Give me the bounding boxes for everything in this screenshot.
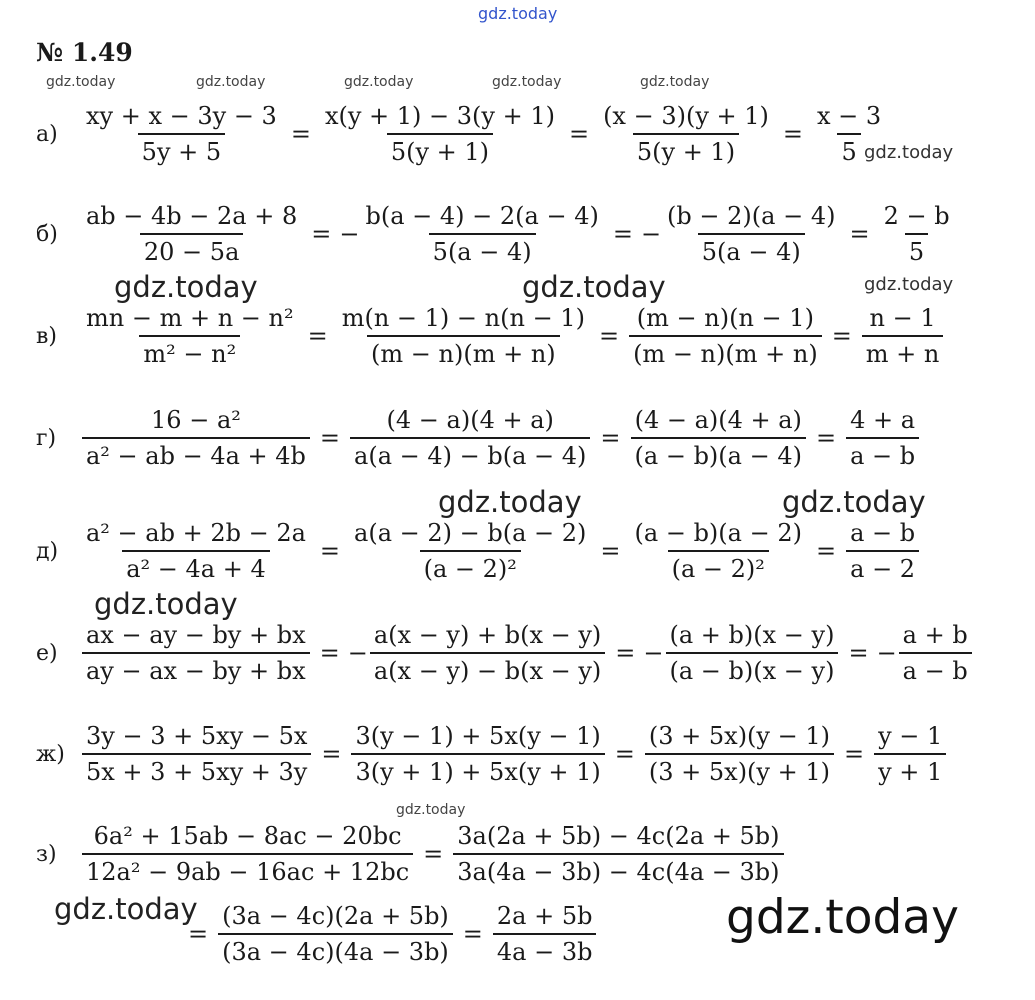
denominator: a(a − 4) − b(a − 4) — [350, 437, 590, 470]
fraction — [493, 902, 597, 966]
watermark-top: gdz.today — [478, 4, 558, 23]
denominator: 5y + 5 — [138, 133, 225, 166]
fraction — [82, 822, 413, 886]
numerator: (b − 2)(a − 4) — [667, 202, 836, 230]
fraction — [631, 406, 806, 470]
equals-sign: = — [815, 424, 837, 452]
equals-sign: = — [849, 220, 870, 248]
fraction — [82, 202, 301, 266]
numerator: m(n − 1) − n(n − 1) — [341, 304, 585, 332]
denominator: 3a(4a − 3b) − 4c(4a − 3b) — [453, 853, 783, 886]
equals-sign: = — [815, 537, 837, 565]
watermark: gdz.today — [46, 74, 116, 90]
equals-sign: = — [831, 322, 852, 350]
fraction — [862, 304, 944, 368]
row-label: г) — [36, 425, 57, 451]
equation-row-e — [36, 621, 976, 685]
equals-sign: = — [614, 740, 635, 768]
numerator: (a + b)(x − y) — [669, 621, 835, 649]
denominator: m + n — [862, 335, 944, 368]
numerator: (4 − a)(4 + a) — [634, 406, 802, 434]
denominator: 5(a − 4) — [698, 233, 805, 266]
equals-sign: = — [568, 120, 590, 148]
denominator: a² − 4a + 4 — [122, 550, 270, 583]
numerator: 3(y − 1) + 5x(y − 1) — [355, 722, 601, 750]
equals-sign: = — [423, 840, 444, 868]
row-label: д) — [36, 538, 59, 564]
equation-row-v — [36, 304, 947, 368]
denominator: a − 2 — [846, 550, 919, 583]
equals-sign: = — [311, 220, 332, 248]
denominator: 5 — [905, 233, 928, 266]
numerator: ab − 4b − 2a + 8 — [86, 202, 298, 230]
equals-sign: = — [612, 220, 633, 248]
fraction — [82, 102, 281, 166]
fraction — [82, 621, 310, 685]
denominator: 3(y + 1) + 5x(y + 1) — [351, 753, 604, 786]
fraction — [880, 202, 954, 266]
denominator: a² − ab − 4a + 4b — [82, 437, 310, 470]
row-label: в) — [36, 323, 57, 349]
numerator: ax − ay − by + bx — [86, 621, 306, 649]
row-label: а) — [36, 121, 58, 147]
equals-sign: = — [319, 537, 341, 565]
equals-sign: = — [782, 120, 803, 148]
numerator: (4 − a)(4 + a) — [386, 406, 554, 434]
denominator: (3 + 5x)(y + 1) — [645, 753, 834, 786]
minus-sign: − — [876, 639, 897, 667]
numerator: 4 + a — [850, 406, 916, 434]
numerator: n − 1 — [869, 304, 936, 332]
equals-sign: = — [615, 639, 636, 667]
denominator: 5x + 3 + 5xy + 3y — [82, 753, 311, 786]
equation-row-a — [36, 102, 889, 166]
fraction — [321, 102, 559, 166]
denominator: 5 — [837, 133, 860, 166]
denominator: (m − n)(m + n) — [629, 335, 822, 368]
equals-sign: = — [321, 740, 342, 768]
watermark: gdz.today — [94, 587, 238, 621]
denominator: a − b — [899, 652, 972, 685]
numerator: a(x − y) + b(x − y) — [373, 621, 602, 649]
minus-sign: − — [643, 639, 664, 667]
watermark: gdz.today — [492, 74, 562, 90]
denominator: 5(a − 4) — [429, 233, 536, 266]
numerator: 2a + 5b — [496, 902, 593, 930]
equals-sign: = — [462, 920, 483, 948]
equals-sign: = — [319, 424, 341, 452]
row-label: е) — [36, 640, 58, 666]
fraction — [82, 406, 310, 470]
numerator: a + b — [902, 621, 968, 649]
equals-sign: = — [600, 537, 621, 565]
numerator: 2 − b — [883, 202, 950, 230]
numerator: a² − ab + 2b − 2a — [86, 519, 306, 547]
numerator: b(a − 4) − 2(a − 4) — [365, 202, 599, 230]
watermark: gdz.today — [782, 485, 926, 519]
fraction — [350, 406, 590, 470]
denominator: (a − 2)² — [420, 550, 521, 583]
fraction — [453, 822, 783, 886]
denominator: m² − n² — [139, 335, 240, 368]
equals-sign: = — [600, 424, 621, 452]
fraction — [846, 519, 919, 583]
denominator: a − b — [846, 437, 919, 470]
watermark: gdz.today — [54, 892, 198, 926]
fraction — [629, 304, 822, 368]
fraction — [82, 304, 298, 368]
watermark: gdz.today — [640, 74, 710, 90]
equals-sign: = — [848, 639, 869, 667]
denominator: 12a² − 9ab − 16ac + 12bc — [82, 853, 413, 886]
minus-sign: − — [347, 639, 368, 667]
fraction — [351, 722, 604, 786]
numerator: 16 − a² — [151, 406, 241, 434]
fraction — [350, 519, 590, 583]
watermark: gdz.today — [864, 142, 954, 163]
denominator: (m − n)(m + n) — [367, 335, 560, 368]
fraction — [813, 102, 885, 166]
numerator: 3a(2a + 5b) − 4c(2a + 5b) — [457, 822, 780, 850]
equals-sign: = — [307, 322, 328, 350]
fraction — [338, 304, 589, 368]
fraction — [218, 902, 453, 966]
fraction — [631, 519, 806, 583]
numerator: x − 3 — [817, 102, 882, 130]
denominator: (3a − 4c)(4a − 3b) — [218, 933, 453, 966]
minus-sign: − — [640, 220, 662, 248]
fraction — [361, 202, 602, 266]
numerator: a(a − 2) − b(a − 2) — [354, 519, 587, 547]
numerator: a − b — [850, 519, 916, 547]
denominator: 5(y + 1) — [633, 133, 739, 166]
numerator: (x − 3)(y + 1) — [603, 102, 769, 130]
numerator: (a − b)(a − 2) — [634, 519, 802, 547]
numerator: 6a² + 15ab − 8ac − 20bc — [93, 822, 402, 850]
denominator: 5(y + 1) — [387, 133, 493, 166]
equation-row-z-continued — [182, 902, 600, 966]
fraction — [666, 621, 839, 685]
row-label: б) — [36, 221, 58, 247]
denominator: (a − 2)² — [668, 550, 769, 583]
fraction — [82, 722, 311, 786]
numerator: (3a − 4c)(2a + 5b) — [222, 902, 449, 930]
fraction — [846, 406, 919, 470]
fraction — [82, 519, 310, 583]
numerator: y − 1 — [878, 722, 943, 750]
denominator: (a − b)(a − 4) — [631, 437, 806, 470]
equation-row-g — [36, 406, 923, 470]
denominator: 20 − 5a — [140, 233, 243, 266]
watermark: gdz.today — [344, 74, 414, 90]
watermark: gdz.today — [864, 274, 954, 295]
equals-sign: = — [843, 740, 865, 768]
problem-title: № 1.49 — [36, 38, 133, 67]
equation-row-d — [36, 519, 923, 583]
denominator: a(x − y) − b(x − y) — [370, 652, 605, 685]
fraction — [874, 722, 946, 786]
watermark: gdz.today — [438, 485, 582, 519]
fraction — [899, 621, 972, 685]
watermark: gdz.today — [522, 270, 666, 304]
equation-row-zh — [36, 722, 950, 786]
fraction — [599, 102, 773, 166]
watermark-large: gdz.today — [726, 890, 959, 945]
watermark: gdz.today — [114, 270, 258, 304]
row-label: ж) — [36, 741, 65, 767]
equals-sign: = — [598, 322, 620, 350]
numerator: (3 + 5x)(y − 1) — [648, 722, 830, 750]
fraction — [370, 621, 605, 685]
numerator: xy + x − 3y − 3 — [86, 102, 277, 130]
numerator: 3y − 3 + 5xy − 5x — [86, 722, 308, 750]
equation-row-b — [36, 202, 958, 266]
denominator: y + 1 — [874, 753, 946, 786]
row-label: з) — [36, 841, 57, 867]
numerator: x(y + 1) − 3(y + 1) — [324, 102, 555, 130]
equals-sign: = — [319, 639, 340, 667]
denominator: (a − b)(x − y) — [666, 652, 839, 685]
numerator: (m − n)(n − 1) — [636, 304, 814, 332]
fraction — [645, 722, 834, 786]
minus-sign: − — [339, 220, 360, 248]
watermark: gdz.today — [396, 802, 466, 818]
fraction — [663, 202, 839, 266]
numerator: mn − m + n − n² — [86, 304, 294, 332]
equation-row-z — [36, 822, 788, 886]
equals-sign: = — [290, 120, 311, 148]
denominator: ay − ax − by + bx — [82, 652, 310, 685]
watermark: gdz.today — [196, 74, 266, 90]
denominator: 4a − 3b — [493, 933, 597, 966]
equals-sign: = — [188, 920, 209, 948]
